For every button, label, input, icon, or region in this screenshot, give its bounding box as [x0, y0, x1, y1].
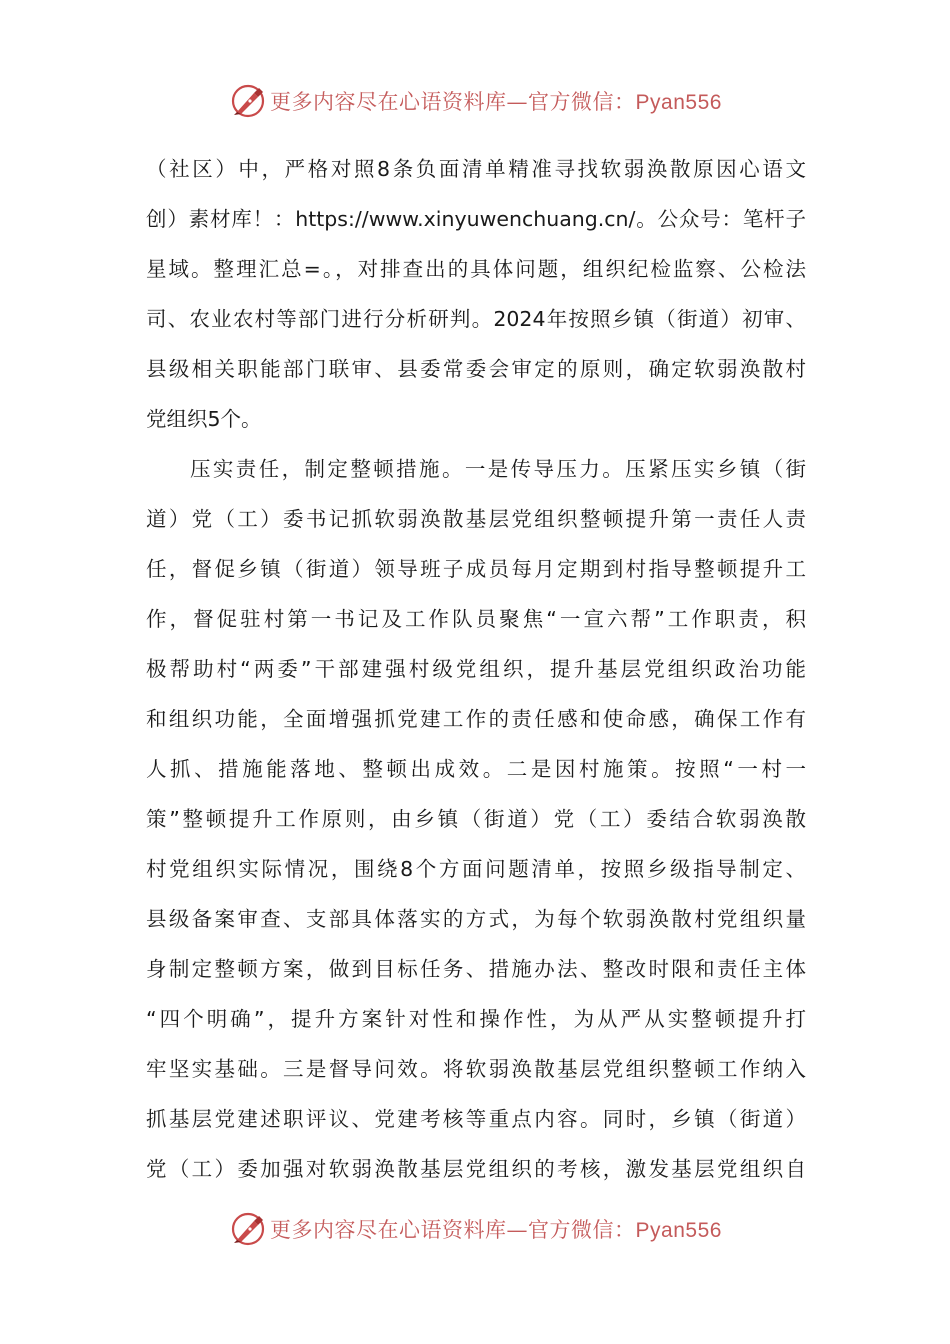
text-line: 人抓、措施能落地、整顿出成效。二是因村施策。按照“一村一 [146, 757, 806, 781]
text-line: 村党组织实际情况，围绕8个方面问题清单，按照乡级指导制定、 [146, 857, 806, 881]
text-line: 作，督促驻村第一书记及工作队员聚焦“一宣六帮”工作职责，积 [146, 607, 806, 631]
text-line: 极帮助村“两委”干部建强村级党组织，提升基层党组织政治功能 [146, 657, 806, 681]
text-line: 策”整顿提升工作原则，由乡镇（街道）党（工）委结合软弱涣散 [146, 807, 806, 831]
text-line: （社区）中，严格对照8条负面清单精准寻找软弱涣散原因心语文 [146, 157, 806, 181]
pen-nib-logo-icon [228, 1209, 268, 1249]
text-line: 星域。整理汇总=。，对排查出的具体问题，组织纪检监察、公检法 [146, 257, 806, 281]
paragraph [146, 444, 806, 1194]
banner-text: 更多内容尽在心语资料库—官方微信：Pyan556 [270, 90, 722, 114]
footer-banner [0, 1204, 950, 1254]
text-line: “四个明确”，提升方案针对性和操作性，为从严从实整顿提升打 [146, 1007, 806, 1031]
text-line: 抓基层党建述职评议、党建考核等重点内容。同时，乡镇（街道） [146, 1107, 806, 1131]
text-line: 司、农业农村等部门进行分析研判。2024年按照乡镇（街道）初审、 [146, 307, 806, 331]
document-body [146, 144, 806, 1194]
paragraph [146, 144, 806, 444]
text-line: 党组织5个。 [146, 407, 262, 431]
text-line: 县级相关职能部门联审、县委常委会审定的原则，确定软弱涣散村 [146, 357, 806, 381]
text-line: 县级备案审查、支部具体落实的方式，为每个软弱涣散村党组织量 [146, 907, 806, 931]
text-line: 创）素材库！：https://www.xinyuwenchuang.cn/。公众号：笔杆子 [146, 207, 806, 231]
text-line: 压实责任，制定整顿措施。一是传导压力。压紧压实乡镇（街 [190, 457, 806, 481]
text-line: 牢坚实基础。三是督导问效。将软弱涣散基层党组织整顿工作纳入 [146, 1057, 806, 1081]
text-line: 道）党（工）委书记抓软弱涣散基层党组织整顿提升第一责任人责 [146, 507, 806, 531]
text-line: 任，督促乡镇（街道）领导班子成员每月定期到村指导整顿提升工 [146, 557, 806, 581]
banner-text: 更多内容尽在心语资料库—官方微信：Pyan556 [270, 1218, 722, 1242]
header-banner [0, 76, 950, 126]
pen-nib-logo-icon [228, 81, 268, 121]
text-line: 和组织功能，全面增强抓党建工作的责任感和使命感，确保工作有 [146, 707, 806, 731]
text-line: 党（工）委加强对软弱涣散基层党组织的考核，激发基层党组织自 [146, 1157, 806, 1181]
text-line: 身制定整顿方案，做到目标任务、措施办法、整改时限和责任主体 [146, 957, 806, 981]
